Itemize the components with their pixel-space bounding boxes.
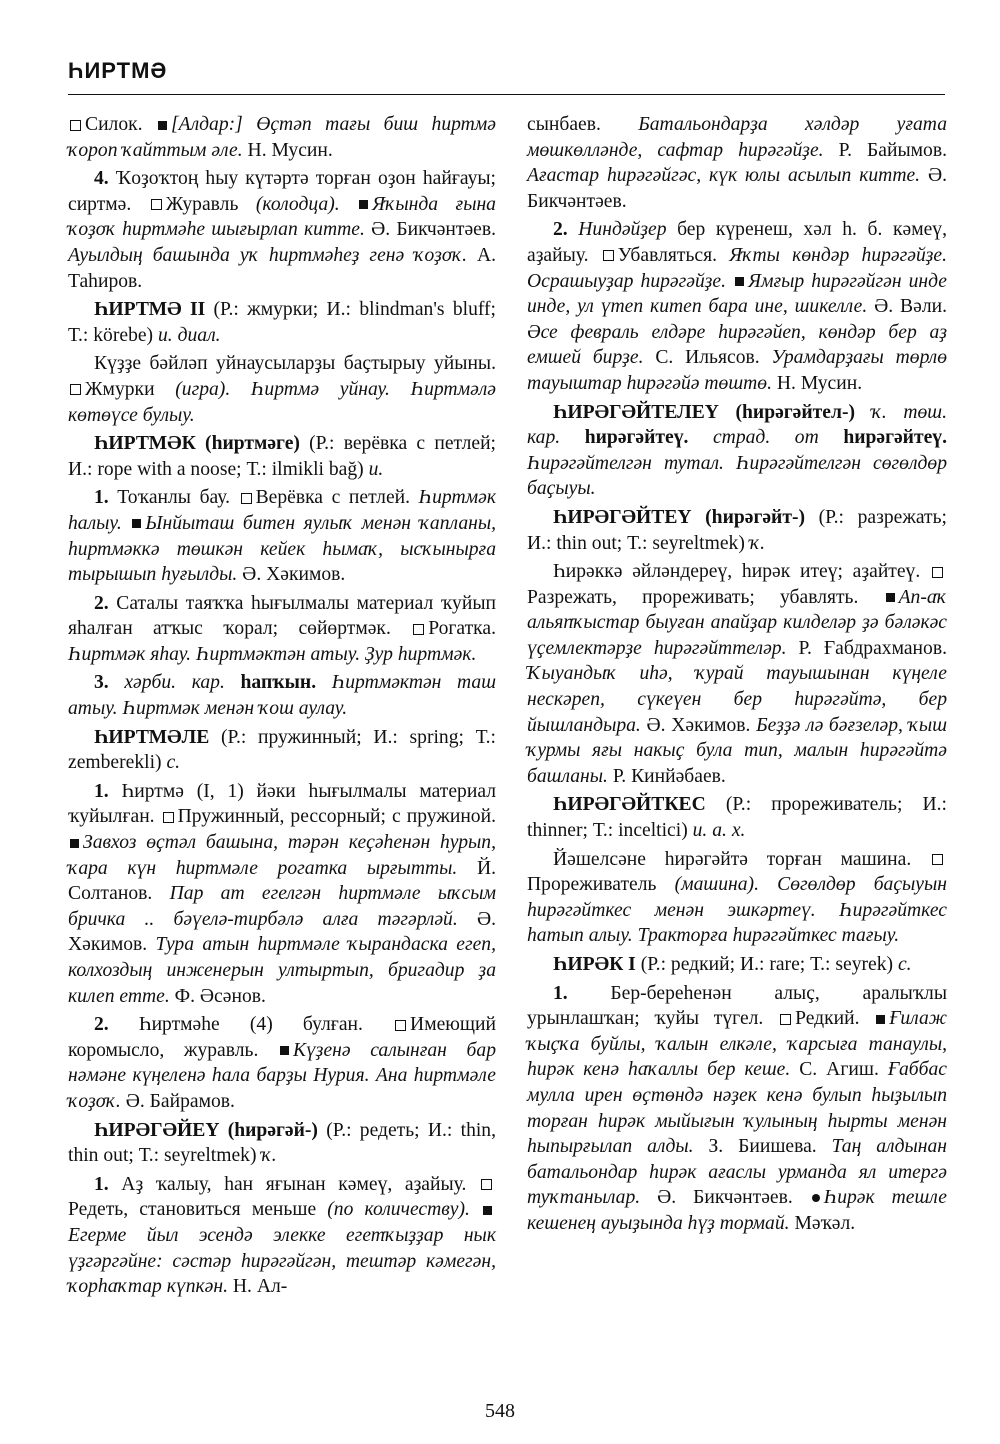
dictionary-paragraph bbox=[527, 217, 947, 396]
definition-text: сынбаев. bbox=[527, 114, 639, 135]
dictionary-paragraph bbox=[68, 431, 496, 482]
example-marker-icon bbox=[158, 121, 167, 130]
definition-text: Ф. Әсәнов. bbox=[169, 985, 266, 1007]
definition-text bbox=[225, 672, 241, 693]
sense-number: 2. bbox=[553, 219, 568, 241]
headword: һирәгәйтеү. bbox=[843, 427, 947, 449]
example-text: хәрби. кар. bbox=[124, 672, 225, 694]
definition-text: Н. Мусин. bbox=[242, 139, 333, 161]
headword: ҺИРТМӘК (һиртмәге) bbox=[94, 433, 300, 455]
definition-text: (Р.: жмурки; И.: blindman's bluff; Т.: körebe) bbox=[68, 299, 497, 346]
headword: ҺИРТМӘ II bbox=[94, 299, 206, 321]
headword: ҺИРӘГӘЙТКЕС bbox=[553, 794, 706, 816]
example-text: с. bbox=[166, 752, 181, 774]
headword: һирәгәйтеү. bbox=[584, 427, 689, 449]
dictionary-paragraph bbox=[527, 792, 947, 843]
example-text: (по количеству). bbox=[327, 1199, 470, 1221]
russian-translation-marker-icon bbox=[241, 493, 252, 504]
definition-text: З. Биишева. bbox=[693, 1136, 832, 1158]
example-text: [Алдар:] Өҫтәп тағы биш һиртмә ҡороп ҡайттым әле. bbox=[68, 114, 496, 161]
russian-translation-marker-icon bbox=[932, 854, 943, 865]
right-column bbox=[527, 112, 947, 1240]
definition-text bbox=[560, 427, 585, 448]
example-text: Ғаббас мулла ирен өҫтөндә нәҙек кенә булып һыҙылып торған һирәк мыйығын ҡулының һырты менән һыпырғылап алды. bbox=[527, 1059, 947, 1158]
definition-text bbox=[819, 427, 844, 448]
dictionary-paragraph bbox=[68, 112, 496, 163]
definition-text: Ә. Хәкимов. bbox=[68, 908, 496, 956]
example-text: с. bbox=[897, 954, 912, 975]
definition-text: Н. Мусин. bbox=[771, 372, 863, 394]
dictionary-paragraph bbox=[68, 591, 496, 668]
definition-text: Ә. Бикчәнтәев. bbox=[364, 219, 496, 241]
russian-translation-marker-icon bbox=[151, 199, 162, 210]
example-text: Беҙҙә лә бәғзеләр, ҡыш ҡурмы яғы накыҫ була тип, малын һирәгәйтә башланы. bbox=[527, 714, 947, 787]
russian-translation-marker-icon bbox=[163, 812, 174, 823]
definition-text: Саталы таяҡҡа һығылмалы материал ҡуйып яһалған атҡыс ҡорал; сөйөртмәк. bbox=[68, 592, 496, 640]
example-text: ҡ. bbox=[261, 1145, 277, 1167]
page-number: 548 bbox=[485, 1400, 515, 1422]
definition-text bbox=[688, 427, 713, 448]
example-marker-icon bbox=[483, 1206, 492, 1215]
definition-text: Й. Солтанов. bbox=[68, 857, 496, 905]
example-text: Ынйыташ битен яулыҡ менән ҡапланы, һиртмәккә төшкән кейек һымаҡ, ысҡынырға тырышып һуғылды. bbox=[68, 512, 496, 586]
example-text: Ниндәйҙер bbox=[578, 219, 667, 241]
definition-text: Ә. Вәли. bbox=[867, 296, 947, 318]
dictionary-paragraph bbox=[527, 847, 947, 949]
definition-text: (Р.: прореживатель; И.: thinner; Т.: inceltici) bbox=[527, 794, 947, 842]
definition-text: Пружинный, рессорный; с пружиной. bbox=[177, 806, 496, 828]
definition-text: Мәҡәл. bbox=[789, 1212, 856, 1234]
dictionary-paragraph bbox=[68, 166, 496, 294]
definition-text: А. Таһиров. bbox=[68, 244, 496, 292]
example-marker-icon bbox=[886, 593, 895, 602]
example-text: Завхоз өҫтәл башына, тәрән кеҫәһенән һурып, ҡара күн һиртмәле рогатка ырғытты. bbox=[68, 832, 496, 879]
definition-text: Силок. bbox=[85, 114, 156, 135]
definition-text: Р. Байымов. bbox=[823, 139, 947, 161]
definition-text: Убавляться. bbox=[617, 244, 730, 266]
russian-translation-marker-icon bbox=[70, 384, 81, 395]
example-text: Тура атын һиртмәле ҡырандаска егеп, колхоздың инженерын ултыртып, бригадир ҙа килеп етте. bbox=[68, 934, 496, 1007]
example-text: Һиртмәк яһау. Һиртмәктән атыу. Ҙур һиртмәк. bbox=[68, 643, 477, 665]
example-text: и. диал. bbox=[157, 324, 221, 346]
definition-text: Редкий. bbox=[795, 1008, 875, 1030]
russian-translation-marker-icon bbox=[603, 250, 614, 261]
example-text: и. bbox=[368, 458, 384, 480]
sense-number: 1. bbox=[94, 487, 109, 509]
sense-number: 1. bbox=[94, 780, 109, 802]
definition-text bbox=[726, 271, 733, 292]
definition-text: Бер-береһенән алыҫ, аралыҡлы урынлашҡан; ҡуйы түгел. bbox=[527, 982, 947, 1030]
definition-text: Прореживатель bbox=[527, 874, 675, 896]
example-marker-icon bbox=[132, 519, 141, 528]
definition-text: (Р.: верёвка с петлей; И.: rope with a noose; Т.: ilmikli bağ) bbox=[68, 433, 496, 480]
definition-text: (Р.: редкий; И.: rare; Т.: seyrek) bbox=[635, 954, 898, 975]
russian-translation-marker-icon bbox=[395, 1020, 406, 1031]
definition-text: Аҙ ҡалыу, һан яғынан кәмеү, аҙайыу. bbox=[108, 1173, 479, 1195]
russian-translation-marker-icon bbox=[413, 624, 424, 635]
proverb-marker-icon bbox=[812, 1194, 820, 1202]
definition-text bbox=[855, 402, 872, 423]
example-text: Һирәк тешле кешенең ауыҙында һүҙ тормай. bbox=[527, 1187, 947, 1234]
definition-text: Һиртмәһе (4) булған. bbox=[108, 1014, 394, 1036]
example-text: Ҡыуандыҡ иһә, ҡурай тауышынан күңеле нескәреп, сүкеүен бер һирәгәйтә, бер йышландыра. bbox=[527, 663, 947, 736]
example-text: ҡ. төш. кар. bbox=[527, 401, 947, 449]
definition-text: С. Агиш. bbox=[790, 1059, 888, 1081]
example-marker-icon bbox=[876, 1015, 885, 1024]
example-marker-icon bbox=[70, 839, 79, 848]
russian-translation-marker-icon bbox=[780, 1014, 791, 1025]
headword: ҺИРӘГӘЙЕҮ (һирәгәй-) bbox=[94, 1119, 318, 1141]
example-text: Урамдарҙағы төрлө тауыштар һирәгәйә төштө. bbox=[527, 347, 947, 394]
sense-number: 1. bbox=[553, 982, 568, 1004]
example-text: (машина). Сөгөлдөр баҫыуын һирәгәйткес менән эшкәртеү. Һирәгәйткес һатып алыу. Тракторға һирәгәйткес тағыу. bbox=[527, 874, 947, 947]
example-text: Һиртмәктән таш атыу. Һиртмәк менән ҡош аулау. bbox=[68, 672, 497, 720]
dictionary-paragraph bbox=[527, 952, 947, 978]
running-head: ҺИРТМӘ bbox=[68, 58, 168, 83]
definition-text: Разрежать, прореживать; убавлять. bbox=[527, 586, 884, 608]
definition-text: (Р.: разрежать; И.: thin out; Т.: seyreltmek) bbox=[527, 506, 947, 554]
headword: ҺИРТМӘЛЕ bbox=[94, 726, 210, 748]
dictionary-paragraph bbox=[68, 779, 496, 1009]
headword: ҺИРӘГӘЙТЕҮ (һирәгәйт-) bbox=[553, 506, 806, 528]
dictionary-paragraph bbox=[527, 559, 947, 789]
definition-text: Журавль bbox=[165, 193, 256, 215]
definition-text: Ҡоҙоҡтоң һыу күтәртә торған оҙон һайғауы; сиртмә. bbox=[68, 168, 496, 215]
example-text: Һиртмәк һалыу. bbox=[68, 487, 496, 534]
dictionary-paragraph bbox=[527, 505, 947, 556]
headword: һапҡын. bbox=[240, 672, 317, 694]
definition-text bbox=[340, 194, 358, 215]
sense-number: 4. bbox=[94, 168, 109, 190]
definition-text bbox=[568, 219, 579, 240]
definition-text: Тоҡанлы бау. bbox=[108, 487, 239, 509]
sense-number: 1. bbox=[94, 1173, 109, 1195]
example-text: и. а. х. bbox=[692, 820, 746, 842]
dictionary-paragraph bbox=[527, 112, 947, 214]
example-marker-icon bbox=[735, 277, 744, 286]
definition-text: (Р.: пружинный; И.: spring; Т.: zemberekli) bbox=[68, 726, 496, 774]
definition-text bbox=[109, 672, 125, 693]
example-marker-icon bbox=[359, 200, 368, 209]
example-text: Таң алдынан батальондар һирәк ағаслы урманда ял итергә туҡтанылар. bbox=[527, 1136, 947, 1209]
sense-number: 3. bbox=[94, 672, 109, 694]
dictionary-paragraph bbox=[68, 1118, 496, 1169]
definition-text: Һирәккә әйләндереү, һирәк итеү; аҙайтеү. bbox=[553, 561, 930, 583]
definition-text: Күҙҙе бәйләп уйнаусыларҙы баҫтырыу уйыны. bbox=[94, 353, 496, 375]
dictionary-paragraph bbox=[527, 400, 947, 502]
example-text: (колодца). bbox=[255, 193, 340, 215]
example-text: ҡ. bbox=[749, 532, 766, 554]
dictionary-paragraph bbox=[68, 670, 496, 721]
example-text: страд. от bbox=[712, 427, 819, 449]
definition-text: Ә. Бикчәнтәев. bbox=[640, 1187, 810, 1209]
definition-text: Н. Ал- bbox=[227, 1276, 288, 1298]
dictionary-paragraph bbox=[68, 485, 496, 587]
running-header bbox=[68, 58, 945, 95]
dictionary-paragraph bbox=[68, 351, 496, 428]
example-text: Батальондарҙа хәлдәр уғата мөшкөлләнде, сафтар һирәгәйҙе. bbox=[527, 114, 947, 161]
example-text: Ағастар һирәгәйгәс, күк юлы асылып китте. bbox=[527, 165, 921, 187]
definition-text: Верёвка с петлей. bbox=[255, 487, 419, 509]
russian-translation-marker-icon bbox=[70, 120, 81, 131]
definition-text: Р. Ғабдрахманов. bbox=[786, 637, 947, 659]
dictionary-paragraph bbox=[68, 297, 496, 348]
definition-text: Жмурки bbox=[85, 378, 176, 400]
definition-text: Ә. Хәкимов. bbox=[640, 714, 757, 736]
dictionary-paragraph bbox=[68, 1172, 496, 1300]
definition-text: Ә. Хәкимов. bbox=[237, 564, 346, 586]
example-text: Яҡты көндәр һирәгәйҙе. Осрашыуҙар һирәгәйҙе. bbox=[527, 244, 947, 292]
dictionary-paragraph bbox=[527, 981, 947, 1237]
definition-text: Р. Кинйәбаев. bbox=[607, 765, 726, 787]
example-text: Ямғыр һирәгәйгән инде инде, ул үтеп китеп бара ине, шикелле. bbox=[527, 270, 947, 318]
definition-text: Ә. Байрамов. bbox=[120, 1090, 235, 1112]
example-text: Ауылдың башында уҡ һиртмәһеҙ генә ҡоҙоҡ. bbox=[68, 244, 467, 266]
example-marker-icon bbox=[280, 1046, 289, 1055]
headword: ҺИРӘГӘЙТЕЛЕҮ (һирәгәйтел-) bbox=[553, 401, 856, 423]
sense-number: 2. bbox=[94, 592, 109, 614]
example-text: Һирәгәйтелгән тутал. Һирәгәйтелгән сөгөлдөр баҫыуы. bbox=[527, 452, 947, 500]
russian-translation-marker-icon bbox=[481, 1179, 492, 1190]
example-text: (игра). Һиртмә уйнау. Һиртмәлә көтөүсе булыу. bbox=[68, 378, 497, 426]
example-text: Егерме йыл эсендә элекке егетҡыҙҙар нык үҙгәргәйне: сәстәр һирәгәйгән, тештәр кәмегән, ҡорһаҡтар күпкән. bbox=[68, 1224, 496, 1298]
example-text: Пар ат егелгән һиртмәле ыҡсым бричка .. бәүелә-тирбәлә алға тәгәрләй. bbox=[68, 883, 496, 930]
example-text: Ап-аҡ альяпҡыстар быуған апайҙар килделәр ҙә бәләкәс үҫемлектәрҙе һирәгәйттеләр. bbox=[527, 586, 947, 659]
dictionary-paragraph bbox=[68, 725, 496, 776]
definition-text: (Р.: редеть; И.: thin, thin out; Т.: seyreltmek) bbox=[68, 1119, 497, 1167]
headword: ҺИРӘК I bbox=[553, 954, 636, 975]
example-text: Әсе февраль елдәре һирәгәйеп, көндәр бер аҙ емшей бирҙе. bbox=[527, 321, 947, 369]
definition-text: бер күренеш, хәл һ. б. кәмеү, аҙайыу. bbox=[527, 219, 947, 266]
left-column bbox=[68, 112, 496, 1303]
definition-text: С. Ильясов. bbox=[643, 347, 772, 369]
dictionary-paragraph bbox=[68, 1012, 496, 1114]
example-text: Яҡында ғына ҡоҙоҡ һиртмәһе шығырлап китте. bbox=[68, 193, 496, 241]
definition-text: Рогатка. bbox=[428, 618, 496, 640]
definition-text: Ә. Бикчәнтәев. bbox=[527, 165, 947, 212]
definition-text: Редеть, становиться меньше bbox=[68, 1199, 328, 1221]
definition-text bbox=[316, 672, 332, 693]
example-text: Күҙенә салынған бар нәмәне күңеленә һала барҙы Нурия. Ана һиртмәле ҡоҙоҡ. bbox=[68, 1039, 496, 1112]
definition-text bbox=[122, 513, 131, 534]
sense-number: 2. bbox=[94, 1014, 109, 1036]
russian-translation-marker-icon bbox=[932, 567, 943, 578]
definition-text: Имеющий коромысло, журавль. bbox=[68, 1014, 496, 1061]
definition-text bbox=[470, 1199, 481, 1220]
definition-text: Йәшелсәне һирәгәйтә торған машина. bbox=[553, 848, 930, 870]
example-text: Ғилаж ҡыҫҡа буйлы, ҡалын елкәле, ҡарсыға танаулы, һирәк кенә һаҡаллы бер кеше. bbox=[527, 1008, 947, 1081]
definition-text: Һиртмә (I, 1) йәки һығылмалы материал ҡуйылған. bbox=[68, 780, 496, 828]
